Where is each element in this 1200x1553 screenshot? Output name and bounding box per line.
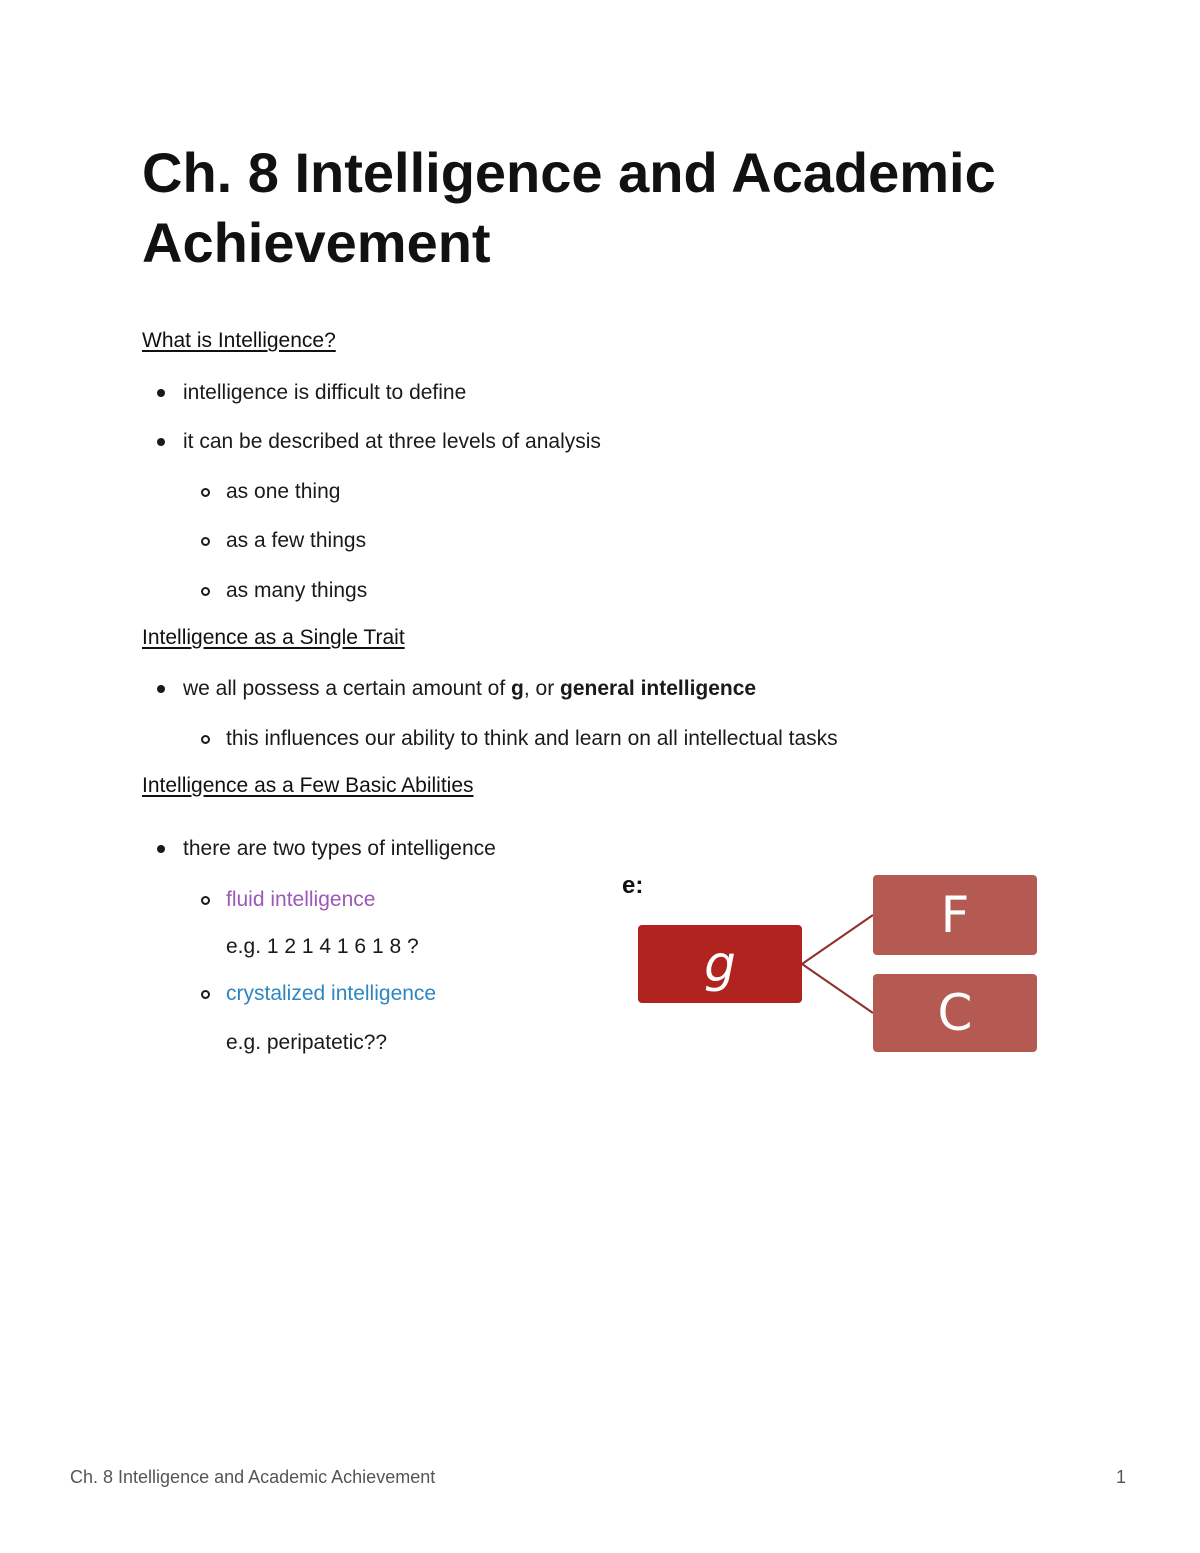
hollow-bullet-icon xyxy=(201,488,210,497)
list-item-text: , or xyxy=(523,677,561,700)
fluid-intelligence-label: fluid intelligence xyxy=(226,888,376,911)
hollow-bullet-icon xyxy=(201,896,210,905)
f-box: F xyxy=(873,875,1037,955)
connector-to-c xyxy=(802,964,873,1013)
section-heading-what-is-intelligence: What is Intelligence? xyxy=(142,329,336,352)
hollow-bullet-icon xyxy=(201,735,210,744)
bullet-icon xyxy=(157,845,165,853)
section-heading-few-abilities: Intelligence as a Few Basic Abilities xyxy=(142,774,474,797)
crystalized-intelligence-label: crystalized intelligence xyxy=(226,982,437,1005)
list-item xyxy=(183,428,601,456)
sub-list-item xyxy=(226,886,375,914)
sub-list-item-text: this influences our ability to think and learn on all intellectual tasks xyxy=(226,727,838,750)
sub-list-item xyxy=(226,577,367,605)
page-title: Ch. 8 Intelligence and Academic Achievement xyxy=(142,141,996,274)
crystalized-example: e.g. peripatetic?? xyxy=(226,1031,388,1054)
sub-list-item-text: as one thing xyxy=(226,480,341,503)
hollow-bullet-icon xyxy=(201,537,210,546)
sub-list-item-text: as many things xyxy=(226,579,368,602)
cropped-text-fragment: e: xyxy=(622,872,644,899)
sub-list-item-text: as a few things xyxy=(226,529,367,552)
list-item-text: intelligence is difficult to define xyxy=(183,381,467,404)
connector-to-f xyxy=(802,915,873,964)
intelligence-diagram xyxy=(620,870,1050,1060)
sub-list-item xyxy=(226,980,436,1008)
fluid-example: e.g. 1 2 1 4 1 6 1 8 ? xyxy=(226,935,419,958)
bullet-icon xyxy=(157,438,165,446)
hollow-bullet-icon xyxy=(201,587,210,596)
page-number: 1 xyxy=(1116,1467,1127,1487)
list-item-text: it can be described at three levels of analysis xyxy=(183,430,601,453)
list-item-text: there are two types of intelligence xyxy=(183,837,496,860)
hollow-bullet-icon xyxy=(201,990,210,999)
list-item xyxy=(183,675,756,703)
sub-list-item xyxy=(226,725,838,753)
list-item xyxy=(183,835,496,863)
list-item xyxy=(183,379,466,407)
footer-title: Ch. 8 Intelligence and Academic Achievement xyxy=(70,1467,436,1487)
bullet-icon xyxy=(157,685,165,693)
g-box: g xyxy=(638,925,802,1003)
sub-list-item xyxy=(226,478,340,506)
section-heading-single-trait: Intelligence as a Single Trait xyxy=(142,626,405,649)
list-item-text: we all possess a certain amount of xyxy=(183,677,512,700)
general-intelligence-term: general intelligence xyxy=(560,677,757,700)
sub-list-item xyxy=(226,527,366,555)
g-term: g xyxy=(511,677,524,700)
c-box: C xyxy=(873,974,1037,1052)
bullet-icon xyxy=(157,389,165,397)
